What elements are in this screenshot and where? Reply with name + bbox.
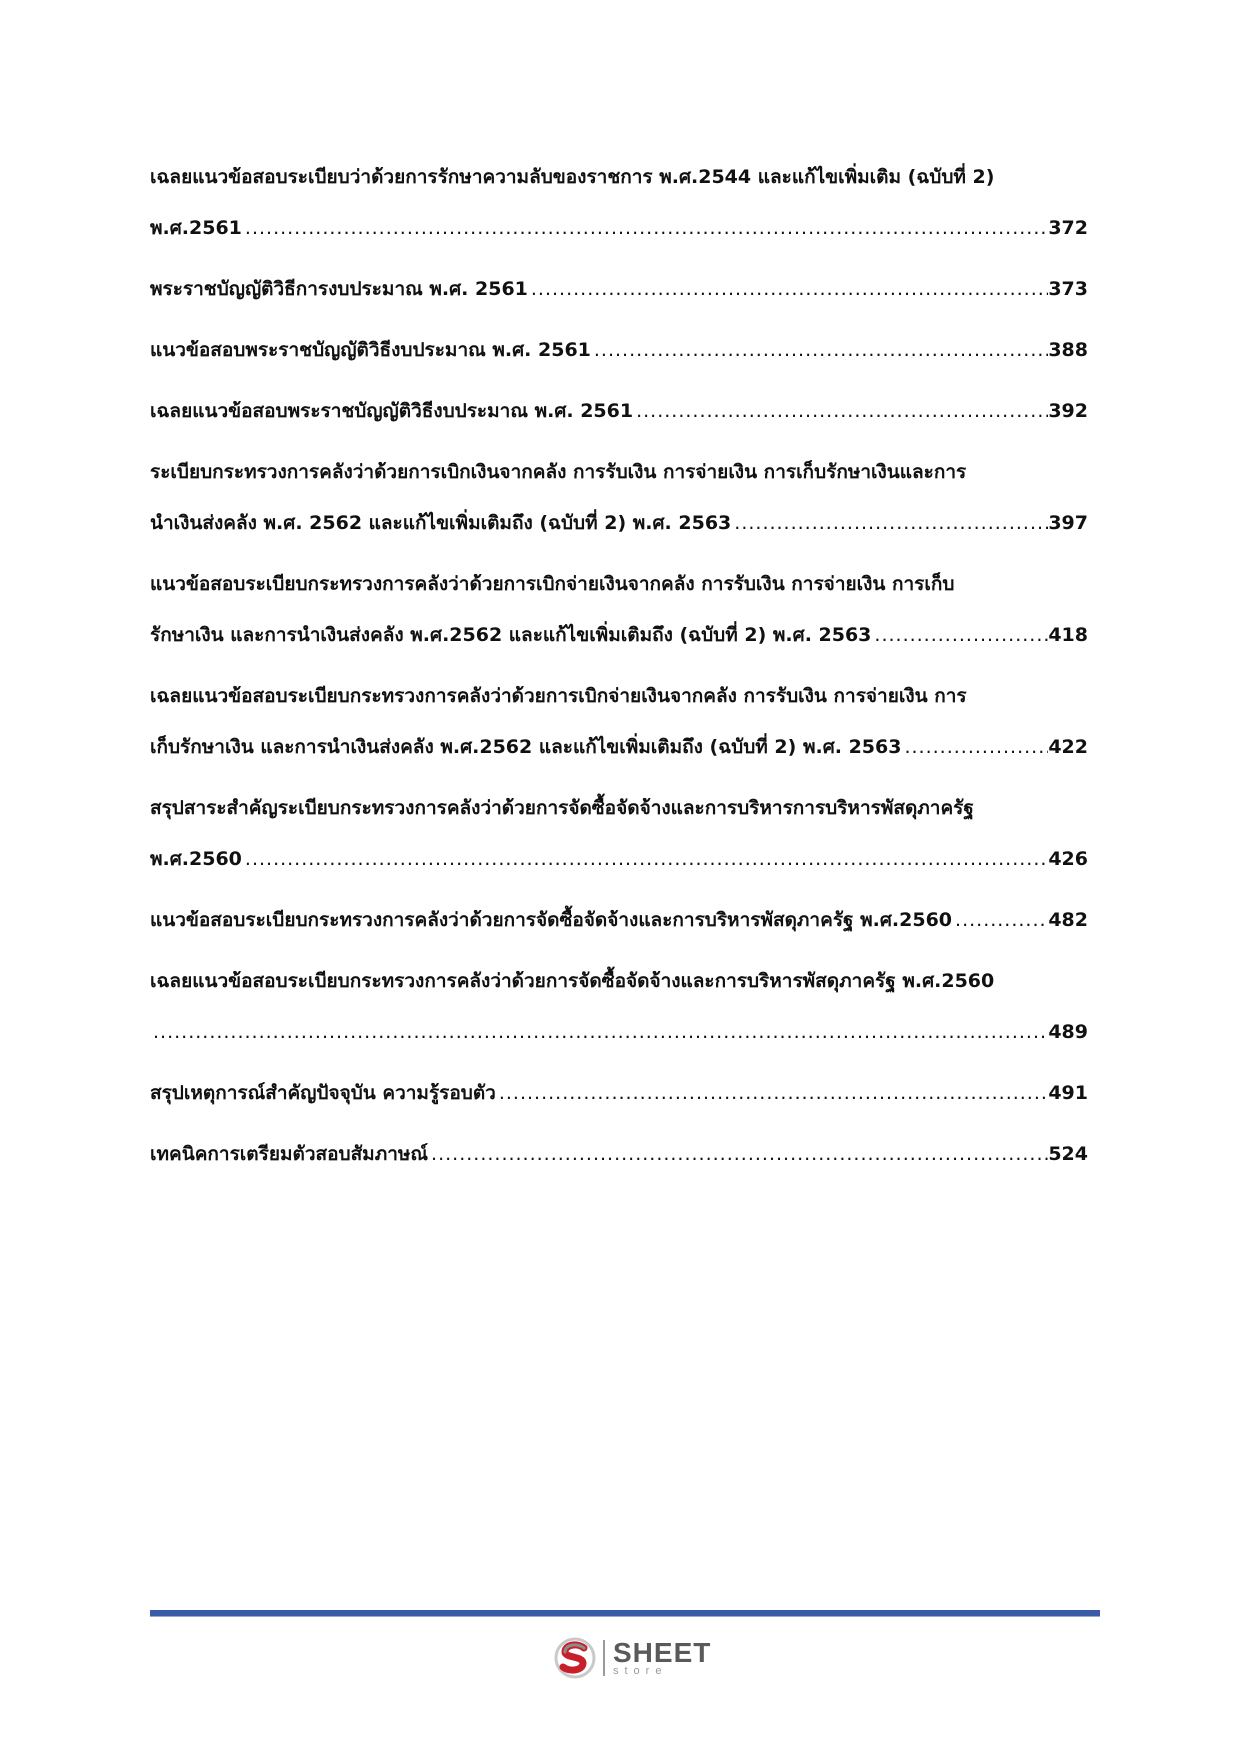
toc-entry-line bbox=[150, 386, 1088, 437]
toc-entry[interactable] bbox=[150, 1129, 1088, 1180]
toc-entry-title: แนวข้อสอบพระราชบัญญัติวิธีงบประมาณ พ.ศ. 2561 bbox=[150, 339, 591, 361]
logo-brand-sub: store bbox=[613, 1665, 668, 1677]
toc-entry-title: สรุปเหตุการณ์สำคัญปัจจุบัน ความรู้รอบตัว bbox=[150, 1082, 496, 1104]
toc-entry-line bbox=[150, 1068, 1088, 1119]
toc-page-number: 397 bbox=[1048, 512, 1088, 534]
sheet-store-logo bbox=[553, 1636, 711, 1680]
toc-page-number: 524 bbox=[1048, 1143, 1088, 1165]
logo-divider bbox=[603, 1640, 605, 1676]
toc-entry-title: เฉลยแนวข้อสอบระเบียบกระทรวงการคลังว่าด้วยการจัดซื้อจัดจ้างและการบริหารพัสดุภาครัฐ พ.ศ.2560 bbox=[150, 970, 995, 992]
toc-entry-title: รักษาเงิน และการนำเงินส่งคลัง พ.ศ.2562 และแก้ไขเพิ่มเติมถึง (ฉบับที่ 2) พ.ศ. 2563 bbox=[150, 624, 872, 646]
toc-entry-title: สรุปสาระสำคัญระเบียบกระทรวงการคลังว่าด้วยการจัดซื้อจัดจ้างและการบริหารการบริหารพัสดุภาครัฐ bbox=[150, 797, 974, 819]
toc-page-number: 372 bbox=[1048, 217, 1088, 239]
toc-dot-leader bbox=[591, 325, 1048, 376]
toc-entry-title: เทคนิคการเตรียมตัวสอบสัมภาษณ์ bbox=[150, 1143, 429, 1165]
toc-entry[interactable] bbox=[150, 447, 1088, 549]
toc-dot-leader bbox=[428, 1129, 1048, 1180]
footer-rule bbox=[150, 1610, 1100, 1617]
toc-entry-title: แนวข้อสอบระเบียบกระทรวงการคลังว่าด้วยการจัดซื้อจัดจ้างและการบริหารพัสดุภาครัฐ พ.ศ.2560 bbox=[150, 909, 953, 931]
toc-entry[interactable] bbox=[150, 325, 1088, 376]
toc-entry-line bbox=[150, 783, 1088, 834]
toc-dot-leader bbox=[150, 1007, 1048, 1058]
toc-entry-title: เก็บรักษาเงิน และการนำเงินส่งคลัง พ.ศ.2562 และแก้ไขเพิ่มเติมถึง (ฉบับที่ 2) พ.ศ. 2563 bbox=[150, 736, 902, 758]
toc-entry[interactable] bbox=[150, 956, 1088, 1058]
toc-entry[interactable] bbox=[150, 671, 1088, 773]
table-of-contents bbox=[150, 152, 1088, 1190]
toc-entry-line bbox=[150, 671, 1088, 722]
toc-entry-line bbox=[150, 203, 1088, 254]
toc-entry-line bbox=[150, 264, 1088, 315]
toc-dot-leader bbox=[871, 610, 1048, 661]
toc-entry-line bbox=[150, 498, 1088, 549]
toc-entry-line bbox=[150, 895, 1088, 946]
toc-entry-line bbox=[150, 834, 1088, 885]
toc-dot-leader bbox=[242, 203, 1048, 254]
toc-entry-title: เฉลยแนวข้อสอบระเบียบกระทรวงการคลังว่าด้วยการเบิกจ่ายเงินจากคลัง การรับเงิน การจ่ายเงิน การ bbox=[150, 685, 967, 707]
toc-dot-leader bbox=[731, 498, 1048, 549]
toc-page-number: 491 bbox=[1048, 1082, 1088, 1104]
toc-entry[interactable] bbox=[150, 895, 1088, 946]
toc-entry-title: เฉลยแนวข้อสอบระเบียบว่าด้วยการรักษาความลับของราชการ พ.ศ.2544 และแก้ไขเพิ่มเติม (ฉบับที่ 2) bbox=[150, 166, 995, 188]
toc-page-number: 418 bbox=[1048, 624, 1088, 646]
toc-entry-line bbox=[150, 956, 1088, 1007]
toc-entry-title: พ.ศ.2560 bbox=[150, 848, 242, 870]
toc-dot-leader bbox=[528, 264, 1048, 315]
toc-entry[interactable] bbox=[150, 1068, 1088, 1119]
toc-page-number: 482 bbox=[1048, 909, 1088, 931]
toc-entry[interactable] bbox=[150, 386, 1088, 437]
toc-entry-line bbox=[150, 559, 1088, 610]
toc-entry-line bbox=[150, 1129, 1088, 1180]
toc-entry[interactable] bbox=[150, 783, 1088, 885]
toc-page-number: 489 bbox=[1048, 1021, 1088, 1043]
toc-entry-line bbox=[150, 325, 1088, 376]
toc-entry[interactable] bbox=[150, 152, 1088, 254]
toc-entry-title: พระราชบัญญัติวิธีการงบประมาณ พ.ศ. 2561 bbox=[150, 278, 528, 300]
toc-dot-leader bbox=[496, 1068, 1048, 1119]
toc-entry-line bbox=[150, 1007, 1088, 1058]
toc-page-number: 388 bbox=[1048, 339, 1088, 361]
toc-entry-line bbox=[150, 152, 1088, 203]
logo-brand: SHEET bbox=[613, 1637, 712, 1668]
toc-page-number: 373 bbox=[1048, 278, 1088, 300]
toc-entry-line bbox=[150, 610, 1088, 661]
toc-entry-title: พ.ศ.2561 bbox=[150, 217, 242, 239]
toc-entry-line bbox=[150, 722, 1088, 773]
toc-dot-leader bbox=[633, 386, 1048, 437]
toc-entry-title: ระเบียบกระทรวงการคลังว่าด้วยการเบิกเงินจากคลัง การรับเงิน การจ่ายเงิน การเก็บรักษาเงินและการ bbox=[150, 461, 967, 483]
toc-page-number: 426 bbox=[1048, 848, 1088, 870]
toc-entry-line bbox=[150, 447, 1088, 498]
toc-dot-leader bbox=[242, 834, 1048, 885]
toc-dot-leader bbox=[901, 722, 1048, 773]
sheet-store-s-logo-icon bbox=[553, 1636, 597, 1680]
toc-entry-title: แนวข้อสอบระเบียบกระทรวงการคลังว่าด้วยการเบิกจ่ายเงินจากคลัง การรับเงิน การจ่ายเงิน การเก็บ bbox=[150, 573, 955, 595]
toc-entry-title: นำเงินส่งคลัง พ.ศ. 2562 และแก้ไขเพิ่มเติมถึง (ฉบับที่ 2) พ.ศ. 2563 bbox=[150, 512, 732, 534]
toc-entry[interactable] bbox=[150, 559, 1088, 661]
toc-entry-title: เฉลยแนวข้อสอบพระราชบัญญัติวิธีงบประมาณ พ.ศ. 2561 bbox=[150, 400, 634, 422]
logo-text bbox=[613, 1639, 711, 1677]
toc-page-number: 392 bbox=[1048, 400, 1088, 422]
toc-entry[interactable] bbox=[150, 264, 1088, 315]
toc-dot-leader bbox=[952, 895, 1048, 946]
toc-page-number: 422 bbox=[1048, 736, 1088, 758]
